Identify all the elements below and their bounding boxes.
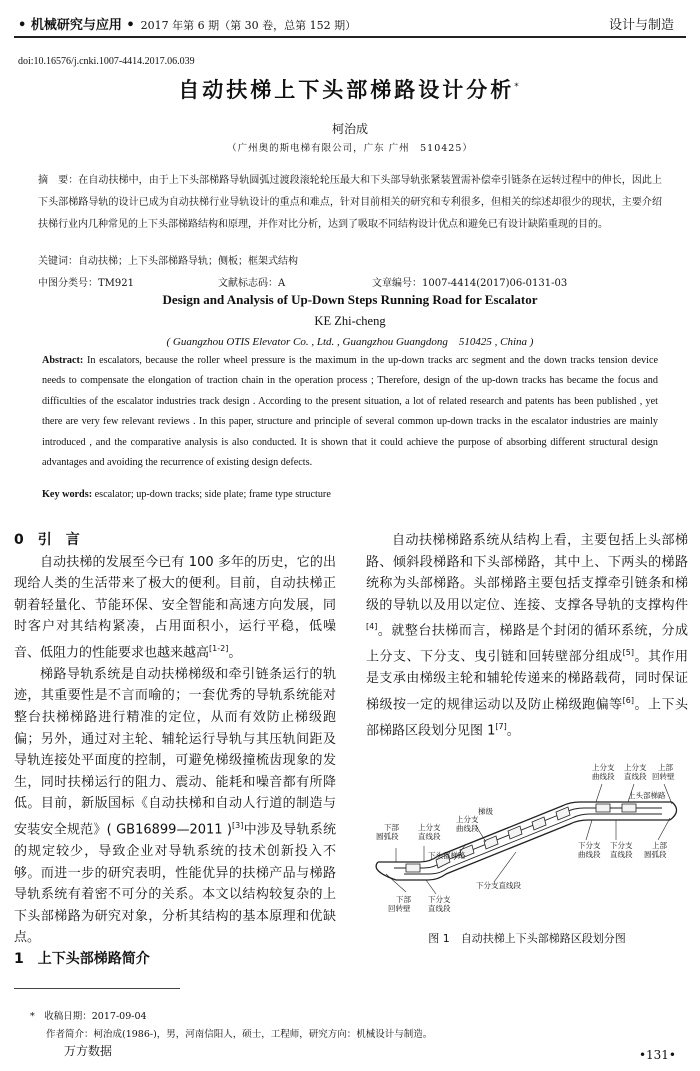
paragraph (366, 530, 688, 742)
section-heading-intro: 0 引 言 (14, 532, 80, 548)
abstract-cn-label: 摘 要： (38, 175, 79, 186)
received-date: 收稿日期：2017-09-04 (44, 1011, 147, 1022)
citation: [7] (495, 721, 507, 731)
label-low-arc: 下部圆弧段 (376, 823, 399, 841)
label-step: 梯级 (478, 807, 493, 816)
paragraph-text: 中涉及导轨系统的规定较少，导致企业对导轨系统的技术创新投入不够。而进一步的研究表明，性能优异的扶梯产品与梯路导轨系统有着密不可分的关系。本文以结构较复杂的上下头部梯路为研究对象，分析其结构的基本原理和优缺点。 (14, 822, 336, 946)
keywords-cn (38, 252, 298, 267)
header-rule (14, 36, 686, 38)
title-cn (0, 74, 700, 104)
keywords-en-label: Key words: (42, 489, 93, 500)
footnote-received (30, 1008, 147, 1022)
title-footnote-mark: * (514, 82, 522, 92)
title-cn-text: 自动扶梯上下头部梯路设计分析 (178, 78, 515, 102)
watermark: 万方数据 (64, 1044, 113, 1058)
journal-header (18, 14, 356, 33)
paragraph-text: 。上下头部梯路区段划分见图 1 (366, 697, 688, 739)
label-up-head-wall: 上部回转壁 (652, 763, 675, 781)
escalator-diagram (366, 756, 688, 914)
issue-info: 2017 年第 6 期（第 30 卷，总第 152 期） (140, 19, 357, 32)
doc-code: 文献标志码：A (218, 278, 286, 289)
abstract-cn-text: 在自动扶梯中，由于上下头部梯路导轨圆弧过渡段滚轮轮压最大和下头部导轨张紧装置需补偿牵引链条在运转过程中的伸长，因此上下头部梯路导轨的设计已成为自动扶梯行业导轨设计的重点和难点，针对目前相关的研究和专利很多，但相关的综述却很少的现状，主要介绍扶梯行业内几种常见的上下头部梯路结构和原理，并作对比分析，达到了吸取不同结构设计优点和避免已有设计缺陷重现的目的。 (38, 175, 663, 230)
section-heading-1: 1 上下头部梯路简介 (14, 950, 150, 967)
label-lower-head: 下头部梯路 (428, 851, 466, 860)
label-lower-incline: 下分支直线段 (476, 881, 521, 890)
label-up-lower-straight: 下分支直线段 (610, 841, 633, 859)
citation: [6] (622, 695, 634, 705)
label-up-arc: 上部圆弧段 (644, 841, 667, 859)
page-number: •131• (638, 1048, 676, 1062)
citation: [1-2] (209, 643, 229, 653)
article-number: 文章编号：1007-4414(2017)06-0131-03 (372, 278, 568, 289)
paragraph-text: 。就整台扶梯而言，梯路是个封闭的循环系统，分成上分支、下分支、曳引链和回转壁部分组成 (366, 623, 688, 665)
label-low-lower-straight: 下分支直线段 (428, 895, 451, 913)
keywords-en-text: escalator; up-down tracks; side plate; frame type structure (94, 489, 331, 500)
paragraph-text: 梯路导轨系统是自动扶梯梯级和牵引链条运行的轨迹，其重要性是不言而喻的；一套优秀的导轨系统能对整台扶梯梯路进行精准的定位，从而有效防止梯级跑偏；另外，通过对主轮、辅轮运行导轨与其压轨间距及导轨连接处平面度的控制，可避免梯级撞梳齿现象的发生，同时扶梯运行的阻力、震动、能耗和噪音都有所降低。目前，新版国标《自动扶梯和自动人行道的制造与安装安全规范》( GB16899—2011 ) (14, 666, 336, 838)
figure-caption: 图 1 自动扶梯上下头部梯路区段划分图 (428, 932, 626, 945)
keywords-cn-label: 关键词： (38, 256, 78, 267)
label-upper-head: 上头部梯路 (628, 791, 666, 800)
footnote-rule (14, 988, 180, 989)
citation: [5] (622, 648, 634, 658)
abstract-en-text: In escalators, because the roller wheel pressure is the maximum in the up-down tracks arc segment and the down tracks tension device needs to compensate the elongation of traction chain in the operation process ; Therefore, design of the up-down tracks has became the focus and difficulties of the escalator industries track design . According to the present situation, a lot of related research and patents has been published , yet there are very few relevant reviews . In this paper, structure and principle of several common up-down tracks in the escalator industries are mainly introduced , and the comparative analysis is also conducted. It is shown that it could achieve the purpose of absorbing different structural design advantages and avoiding the recurrence of existing design defects. (42, 355, 659, 469)
body-right-column (366, 530, 688, 742)
keywords-cn-text: 自动扶梯；上下头部梯路导轨；侧板；框架式结构 (78, 256, 298, 267)
author-en: KE Zhi-cheng (314, 314, 386, 328)
author-cn: 柯治成 (331, 122, 368, 136)
affiliation-en: ( Guangzhou OTIS Elevator Co. , Ltd. , Guangzhou Guangdong 510425 , China ) (166, 336, 534, 348)
label-up-lower-arc: 下分支曲线段 (578, 841, 601, 859)
keywords-en (42, 489, 331, 500)
abstract-en-label: Abstract: (42, 355, 84, 366)
label-low-wall: 下部回转壁 (388, 895, 411, 913)
doi: doi:10.16576/j.cnki.1007-4414.2017.06.039 (18, 56, 195, 67)
label-low-upper-arc: 上分支曲线段 (456, 815, 479, 833)
citation: [3] (231, 821, 244, 831)
label-low-upper-straight: 上分支直线段 (418, 823, 441, 841)
paragraph-text: 自动扶梯梯路系统从结构上看，主要包括上头部梯路、倾斜段梯路和下头部梯路，其中上、下两头的梯路统称为头部梯路。头部梯路主要包括支撑牵引链条和梯级的导轨以及用以定位、连接、支撑各导轨的支撑构件 (366, 533, 688, 613)
footnote-mark: * (30, 1011, 35, 1022)
section-name: 设计与制造 (608, 18, 674, 33)
abstract-en (42, 351, 658, 473)
paragraph (14, 552, 336, 664)
upper-return-curve (670, 802, 677, 820)
label-up-upper-arc: 上分支曲线段 (592, 763, 615, 781)
paragraph (14, 664, 336, 949)
paragraph-text: 自动扶梯的发展至今已有 100 多年的历史，它的出现给人类的生活带来了极大的便利。目前，自动扶梯正朝着轻量化、节能环保、安全智能和高速方向发展，同时客户对其结构紧凑，占用面积小，运行平稳，低噪音、低阻力的性能要求也越来越高 (14, 554, 336, 661)
label-up-upper-straight: 上分支直线段 (624, 763, 647, 781)
lower-return-curve (376, 862, 396, 880)
abstract-cn (38, 170, 662, 236)
affiliation-cn: （广州奥的斯电梯有限公司，广东 广州 510425） (227, 143, 473, 154)
footnote-author-bio: 作者简介：柯治成(1986-)，男，河南信阳人，硕士，工程师，研究方向：机械设计与制造。 (46, 1029, 433, 1040)
paragraph-text: 。 (228, 645, 242, 661)
clc-number: 中图分类号：TM921 (38, 278, 134, 289)
citation: [4] (366, 622, 378, 632)
paragraph-text: 。其作用是支承由梯级主轮和辅轮传递来的梯路载荷，同时保证梯级按一定的规律运动以及防止梯级跑偏等 (366, 649, 688, 713)
body-left-column (14, 530, 336, 971)
paragraph-text: 。 (506, 723, 520, 739)
title-en: Design and Analysis of Up-Down Steps Running Road for Escalator (162, 292, 538, 307)
journal-name: • 机械研究与应用 • (18, 18, 135, 33)
